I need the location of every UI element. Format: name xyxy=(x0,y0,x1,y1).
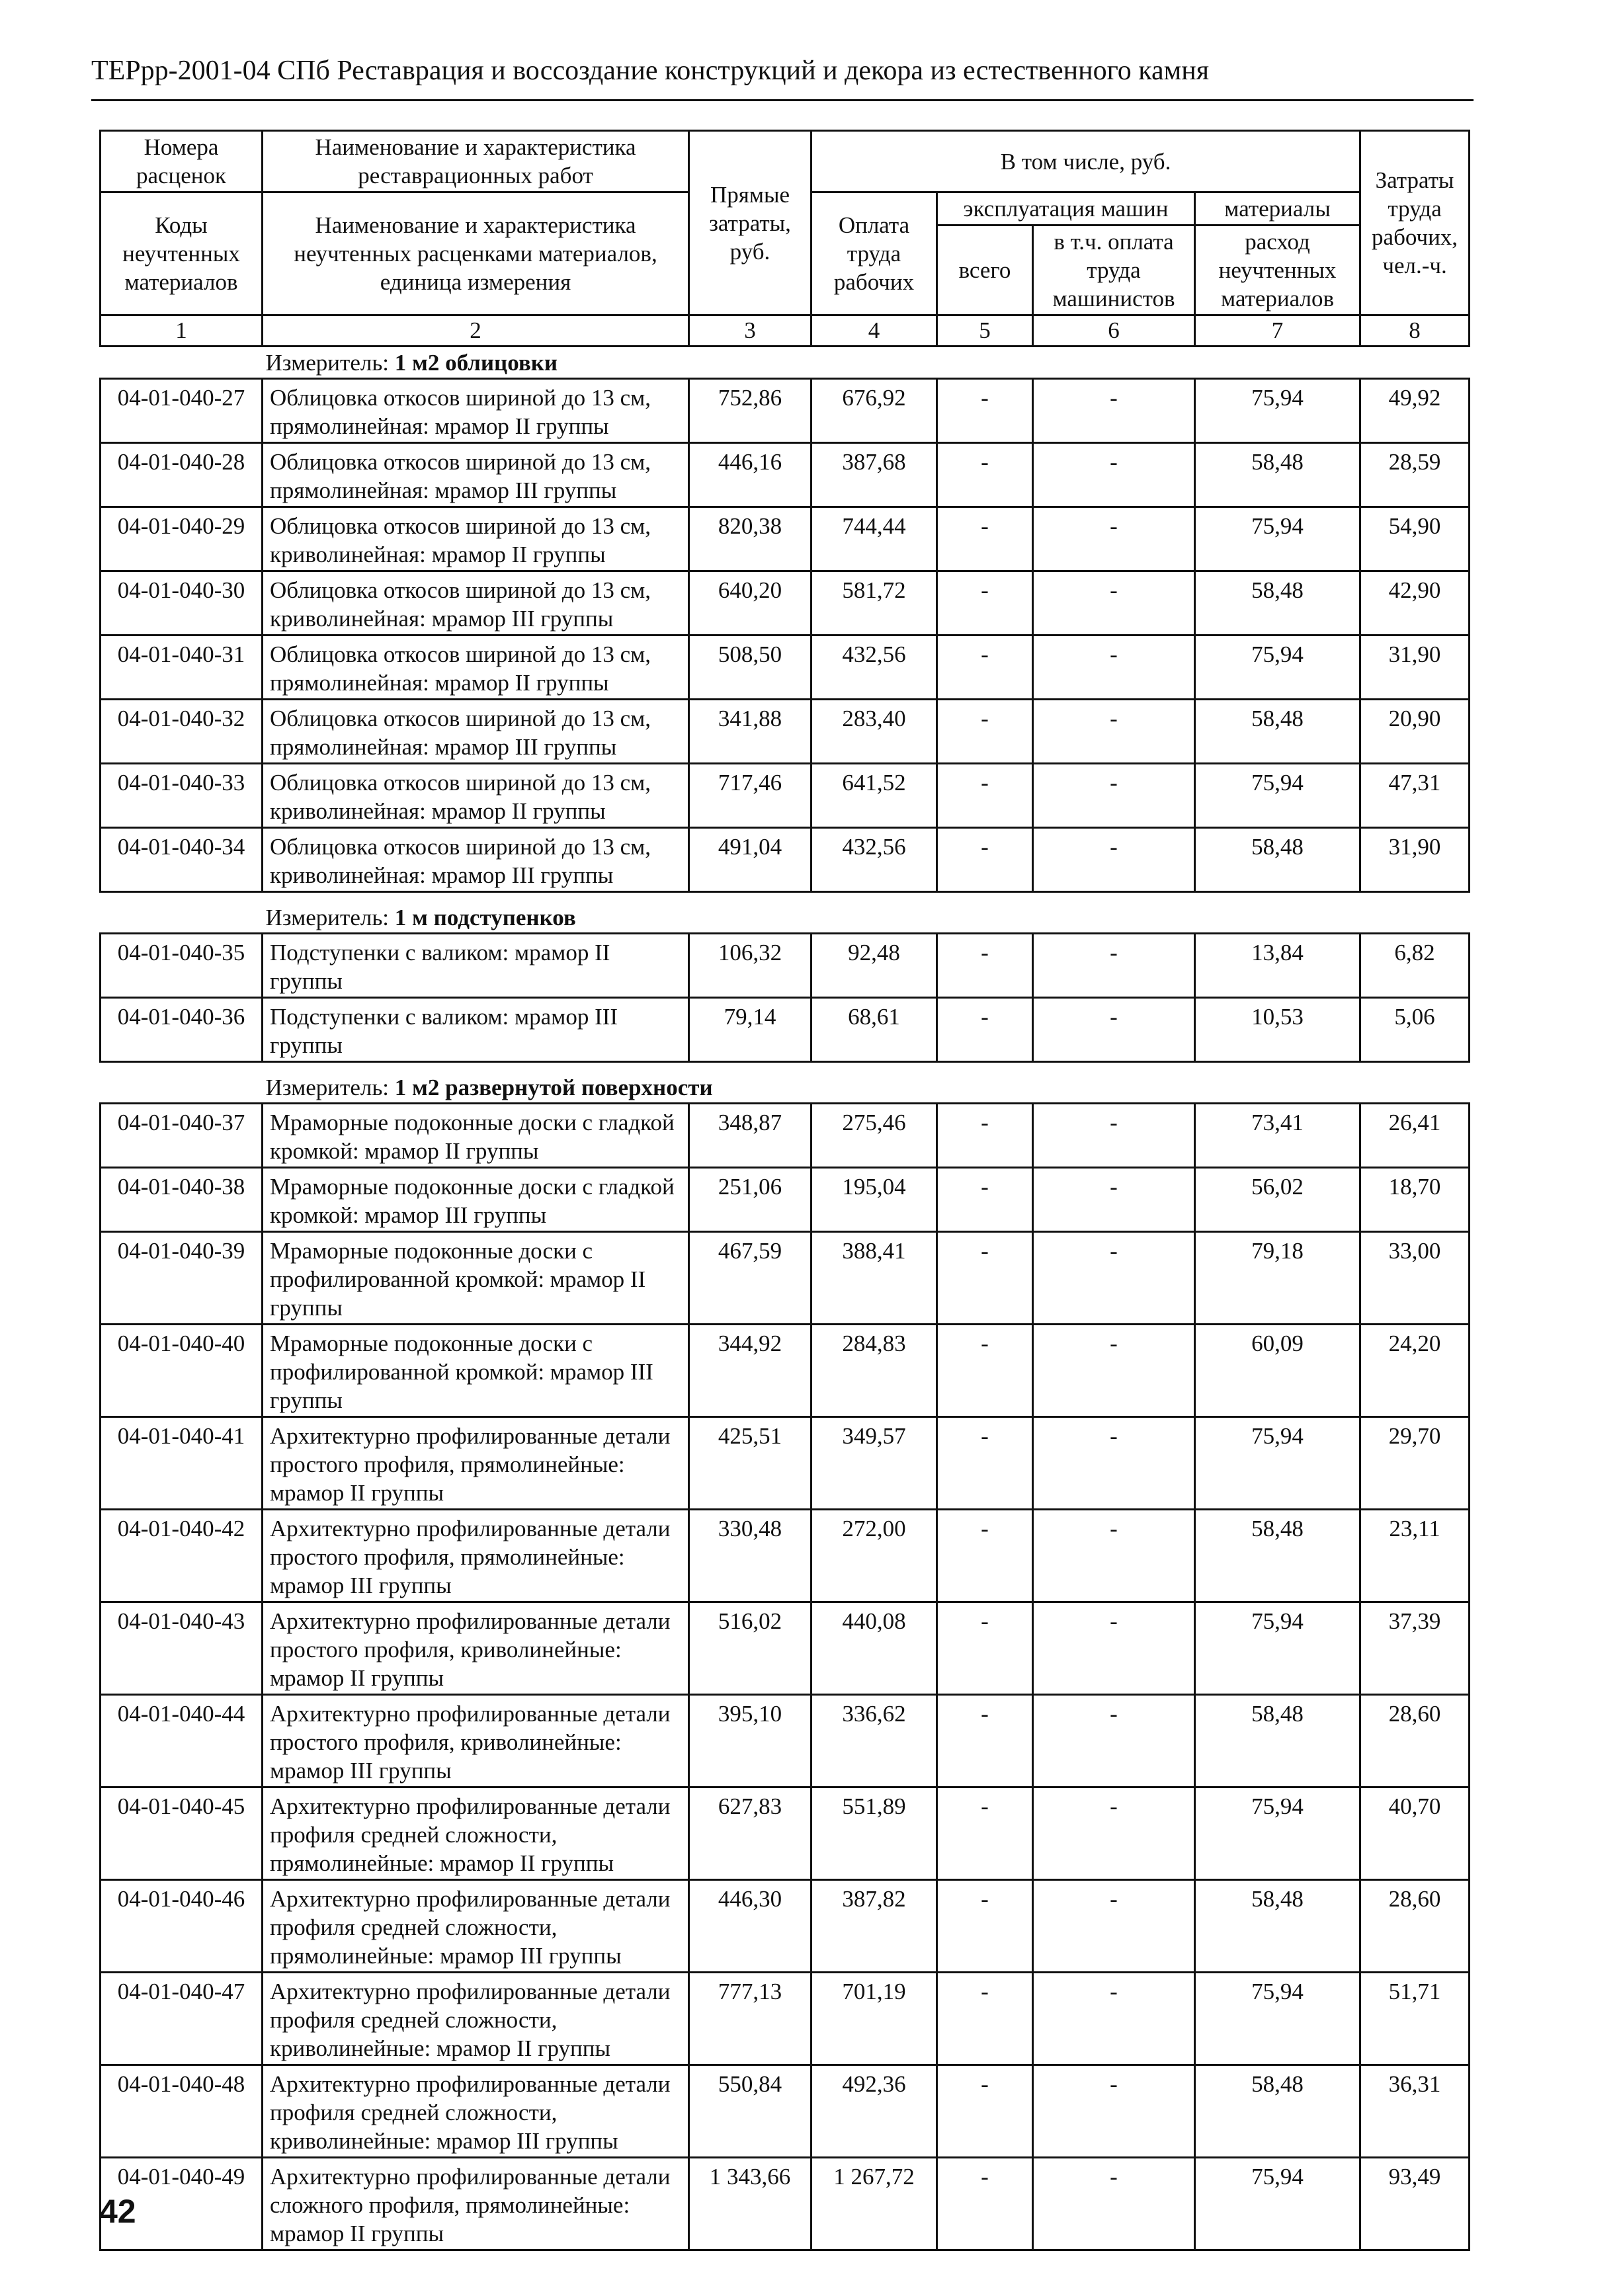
materials-cost: 73,41 xyxy=(1195,1104,1360,1168)
column-number: 7 xyxy=(1195,315,1360,347)
materials-cost: 58,48 xyxy=(1195,700,1360,764)
rate-code: 04-01-040-45 xyxy=(101,1787,263,1880)
machines-labor-pay: - xyxy=(1033,934,1195,998)
labor-pay: 68,61 xyxy=(811,998,937,1062)
direct-costs: 1 343,66 xyxy=(689,2158,811,2250)
machines-labor-pay: - xyxy=(1033,443,1195,507)
machines-total: - xyxy=(937,571,1033,636)
labor-pay: 641,52 xyxy=(811,764,937,828)
group-gap-cell xyxy=(101,1062,1470,1073)
table-row xyxy=(101,571,1470,636)
meter-prefix: Измеритель: xyxy=(265,1075,395,1100)
table-row xyxy=(101,1973,1470,2065)
header-code-bottom: Коды неучтенных материалов xyxy=(101,192,263,315)
table-row xyxy=(101,764,1470,828)
rates-table xyxy=(99,130,1470,2251)
labor-pay: 492,36 xyxy=(811,2065,937,2158)
labor-pay: 283,40 xyxy=(811,700,937,764)
work-description: Архитектурно профилированные детали профиля средней сложности, прямолинейные: мрамор II группы xyxy=(263,1787,689,1880)
labor-hours: 40,70 xyxy=(1360,1787,1470,1880)
labor-hours: 31,90 xyxy=(1360,828,1470,892)
direct-costs: 516,02 xyxy=(689,1602,811,1695)
labor-pay: 432,56 xyxy=(811,636,937,700)
labor-hours: 28,60 xyxy=(1360,1880,1470,1973)
machines-total: - xyxy=(937,1880,1033,1973)
machines-labor-pay: - xyxy=(1033,2158,1195,2250)
rate-code: 04-01-040-43 xyxy=(101,1602,263,1695)
rates-table-container xyxy=(99,130,1468,2251)
header-labor-pay: Оплата труда рабочих xyxy=(811,192,937,315)
table-row xyxy=(101,507,1470,571)
rate-code: 04-01-040-37 xyxy=(101,1104,263,1168)
labor-hours: 24,20 xyxy=(1360,1325,1470,1417)
labor-hours: 18,70 xyxy=(1360,1168,1470,1232)
materials-cost: 75,94 xyxy=(1195,2158,1360,2250)
header-direct-costs: Прямые затраты, руб. xyxy=(689,131,811,315)
work-description: Архитектурно профилированные детали простого профиля, криволинейные: мрамор II группы xyxy=(263,1602,689,1695)
machines-labor-pay: - xyxy=(1033,1695,1195,1787)
rate-code: 04-01-040-39 xyxy=(101,1232,263,1325)
materials-cost: 58,48 xyxy=(1195,571,1360,636)
materials-cost: 79,18 xyxy=(1195,1232,1360,1325)
column-number: 5 xyxy=(937,315,1033,347)
machines-total: - xyxy=(937,700,1033,764)
labor-pay: 440,08 xyxy=(811,1602,937,1695)
header-materials-unaccounted: расход неучтенных материалов xyxy=(1195,226,1360,315)
meter-prefix: Измеритель: xyxy=(265,905,395,930)
group-gap xyxy=(101,1062,1470,1073)
direct-costs: 491,04 xyxy=(689,828,811,892)
column-number: 3 xyxy=(689,315,811,347)
group-gap xyxy=(101,892,1470,903)
materials-cost: 75,94 xyxy=(1195,1973,1360,2065)
meter-label xyxy=(101,1072,1470,1104)
machines-total: - xyxy=(937,2158,1033,2250)
direct-costs: 344,92 xyxy=(689,1325,811,1417)
machines-total: - xyxy=(937,934,1033,998)
work-description: Подступенки с валиком: мрамор III группы xyxy=(263,998,689,1062)
machines-total: - xyxy=(937,828,1033,892)
meter-unit: 1 м2 облицовки xyxy=(394,350,558,376)
machines-labor-pay: - xyxy=(1033,1787,1195,1880)
work-description: Архитектурно профилированные детали профиля средней сложности, криволинейные: мрамор II группы xyxy=(263,1973,689,2065)
rate-code: 04-01-040-46 xyxy=(101,1880,263,1973)
table-row xyxy=(101,636,1470,700)
table-row xyxy=(101,1602,1470,1695)
work-description: Мраморные подоконные доски с профилированной кромкой: мрамор III группы xyxy=(263,1325,689,1417)
labor-pay: 387,68 xyxy=(811,443,937,507)
meter-row xyxy=(101,347,1470,379)
rate-code: 04-01-040-27 xyxy=(101,379,263,443)
machines-labor-pay: - xyxy=(1033,700,1195,764)
materials-cost: 58,48 xyxy=(1195,443,1360,507)
rate-code: 04-01-040-42 xyxy=(101,1510,263,1602)
materials-cost: 60,09 xyxy=(1195,1325,1360,1417)
machines-total: - xyxy=(937,1325,1033,1417)
machines-total: - xyxy=(937,2065,1033,2158)
materials-cost: 56,02 xyxy=(1195,1168,1360,1232)
header-code-top: Номера расценок xyxy=(101,131,263,192)
materials-cost: 58,48 xyxy=(1195,1510,1360,1602)
work-description: Мраморные подоконные доски с гладкой кромкой: мрамор II группы xyxy=(263,1104,689,1168)
machines-labor-pay: - xyxy=(1033,1104,1195,1168)
rate-code: 04-01-040-35 xyxy=(101,934,263,998)
materials-cost: 58,48 xyxy=(1195,828,1360,892)
header-name-top: Наименование и характеристика реставрационных работ xyxy=(263,131,689,192)
work-description: Облицовка откосов шириной до 13 см, криволинейная: мрамор III группы xyxy=(263,571,689,636)
rate-code: 04-01-040-34 xyxy=(101,828,263,892)
machines-labor-pay: - xyxy=(1033,2065,1195,2158)
direct-costs: 777,13 xyxy=(689,1973,811,2065)
rate-code: 04-01-040-28 xyxy=(101,443,263,507)
materials-cost: 58,48 xyxy=(1195,2065,1360,2158)
labor-pay: 336,62 xyxy=(811,1695,937,1787)
machines-labor-pay: - xyxy=(1033,1232,1195,1325)
meter-label xyxy=(101,347,1470,379)
direct-costs: 752,86 xyxy=(689,379,811,443)
machines-labor-pay: - xyxy=(1033,764,1195,828)
labor-pay: 195,04 xyxy=(811,1168,937,1232)
labor-hours: 31,90 xyxy=(1360,636,1470,700)
column-number: 6 xyxy=(1033,315,1195,347)
work-description: Архитектурно профилированные детали сложного профиля, прямолинейные: мрамор II группы xyxy=(263,2158,689,2250)
labor-pay: 272,00 xyxy=(811,1510,937,1602)
machines-labor-pay: - xyxy=(1033,636,1195,700)
work-description: Облицовка откосов шириной до 13 см, прямолинейная: мрамор III группы xyxy=(263,443,689,507)
work-description: Подступенки с валиком: мрамор II группы xyxy=(263,934,689,998)
table-row xyxy=(101,1695,1470,1787)
page-title: ТЕРрр-2001-04 СПб Реставрация и воссоздание конструкций и декора из естественного камня xyxy=(91,56,1210,86)
machines-labor-pay: - xyxy=(1033,1880,1195,1973)
direct-costs: 348,87 xyxy=(689,1104,811,1168)
direct-costs: 425,51 xyxy=(689,1417,811,1510)
work-description: Облицовка откосов шириной до 13 см, прямолинейная: мрамор III группы xyxy=(263,700,689,764)
labor-pay: 388,41 xyxy=(811,1232,937,1325)
header-machines-total: всего xyxy=(937,226,1033,315)
table-row xyxy=(101,1880,1470,1973)
direct-costs: 341,88 xyxy=(689,700,811,764)
labor-hours: 28,60 xyxy=(1360,1695,1470,1787)
work-description: Облицовка откосов шириной до 13 см, криволинейная: мрамор II группы xyxy=(263,764,689,828)
labor-hours: 54,90 xyxy=(1360,507,1470,571)
rate-code: 04-01-040-33 xyxy=(101,764,263,828)
machines-total: - xyxy=(937,1510,1033,1602)
rate-code: 04-01-040-41 xyxy=(101,1417,263,1510)
header-machines: эксплуатация машин xyxy=(937,192,1195,226)
materials-cost: 75,94 xyxy=(1195,1417,1360,1510)
machines-total: - xyxy=(937,636,1033,700)
labor-pay: 1 267,72 xyxy=(811,2158,937,2250)
labor-hours: 33,00 xyxy=(1360,1232,1470,1325)
direct-costs: 550,84 xyxy=(689,2065,811,2158)
labor-hours: 29,70 xyxy=(1360,1417,1470,1510)
materials-cost: 13,84 xyxy=(1195,934,1360,998)
work-description: Архитектурно профилированные детали профиля средней сложности, прямолинейные: мрамор III группы xyxy=(263,1880,689,1973)
labor-pay: 701,19 xyxy=(811,1973,937,2065)
machines-total: - xyxy=(937,1602,1033,1695)
direct-costs: 446,16 xyxy=(689,443,811,507)
machines-total: - xyxy=(937,443,1033,507)
labor-pay: 349,57 xyxy=(811,1417,937,1510)
column-number: 4 xyxy=(811,315,937,347)
materials-cost: 58,48 xyxy=(1195,1880,1360,1973)
materials-cost: 75,94 xyxy=(1195,1787,1360,1880)
materials-cost: 75,94 xyxy=(1195,379,1360,443)
machines-labor-pay: - xyxy=(1033,1417,1195,1510)
machines-labor-pay: - xyxy=(1033,507,1195,571)
meter-unit: 1 м2 развернутой поверхности xyxy=(394,1075,713,1100)
machines-labor-pay: - xyxy=(1033,379,1195,443)
rate-code: 04-01-040-32 xyxy=(101,700,263,764)
materials-cost: 10,53 xyxy=(1195,998,1360,1062)
machines-total: - xyxy=(937,507,1033,571)
direct-costs: 508,50 xyxy=(689,636,811,700)
direct-costs: 467,59 xyxy=(689,1232,811,1325)
labor-hours: 93,49 xyxy=(1360,2158,1470,2250)
column-number: 2 xyxy=(263,315,689,347)
labor-pay: 551,89 xyxy=(811,1787,937,1880)
meter-unit: 1 м подступенков xyxy=(394,905,576,930)
header-machines-labor: в т.ч. оплата труда машинистов xyxy=(1033,226,1195,315)
labor-pay: 387,82 xyxy=(811,1880,937,1973)
table-row xyxy=(101,1510,1470,1602)
labor-hours: 5,06 xyxy=(1360,998,1470,1062)
labor-pay: 581,72 xyxy=(811,571,937,636)
table-row xyxy=(101,1168,1470,1232)
table-body xyxy=(101,347,1470,2250)
work-description: Архитектурно профилированные детали профиля средней сложности, криволинейные: мрамор III группы xyxy=(263,2065,689,2158)
meter-label xyxy=(101,902,1470,934)
rate-code: 04-01-040-29 xyxy=(101,507,263,571)
labor-pay: 275,46 xyxy=(811,1104,937,1168)
meter-row xyxy=(101,1072,1470,1104)
table-row xyxy=(101,998,1470,1062)
labor-pay: 744,44 xyxy=(811,507,937,571)
rate-code: 04-01-040-48 xyxy=(101,2065,263,2158)
rate-code: 04-01-040-30 xyxy=(101,571,263,636)
table-row xyxy=(101,700,1470,764)
machines-labor-pay: - xyxy=(1033,1510,1195,1602)
title-rule xyxy=(91,99,1474,101)
labor-pay: 92,48 xyxy=(811,934,937,998)
materials-cost: 75,94 xyxy=(1195,636,1360,700)
direct-costs: 106,32 xyxy=(689,934,811,998)
labor-hours: 26,41 xyxy=(1360,1104,1470,1168)
labor-pay: 432,56 xyxy=(811,828,937,892)
machines-total: - xyxy=(937,1417,1033,1510)
materials-cost: 75,94 xyxy=(1195,1602,1360,1695)
work-description: Облицовка откосов шириной до 13 см, криволинейная: мрамор III группы xyxy=(263,828,689,892)
column-number: 1 xyxy=(101,315,263,347)
header-name-bottom: Наименование и характеристика неучтенных расценками материалов, единица измерения xyxy=(263,192,689,315)
machines-total: - xyxy=(937,1168,1033,1232)
table-row xyxy=(101,828,1470,892)
labor-hours: 47,31 xyxy=(1360,764,1470,828)
work-description: Облицовка откосов шириной до 13 см, прямолинейная: мрамор II группы xyxy=(263,636,689,700)
rate-code: 04-01-040-47 xyxy=(101,1973,263,2065)
header-materials: материалы xyxy=(1195,192,1360,226)
machines-total: - xyxy=(937,998,1033,1062)
table-row xyxy=(101,379,1470,443)
labor-hours: 42,90 xyxy=(1360,571,1470,636)
labor-hours: 6,82 xyxy=(1360,934,1470,998)
table-row xyxy=(101,1325,1470,1417)
labor-hours: 49,92 xyxy=(1360,379,1470,443)
direct-costs: 627,83 xyxy=(689,1787,811,1880)
table-row xyxy=(101,2065,1470,2158)
machines-labor-pay: - xyxy=(1033,998,1195,1062)
work-description: Архитектурно профилированные детали простого профиля, прямолинейные: мрамор II группы xyxy=(263,1417,689,1510)
column-numbers-row xyxy=(101,315,1470,347)
work-description: Архитектурно профилированные детали простого профиля, криволинейные: мрамор III группы xyxy=(263,1695,689,1787)
direct-costs: 251,06 xyxy=(689,1168,811,1232)
rate-code: 04-01-040-40 xyxy=(101,1325,263,1417)
column-number: 8 xyxy=(1360,315,1470,347)
direct-costs: 330,48 xyxy=(689,1510,811,1602)
machines-total: - xyxy=(937,1232,1033,1325)
table-row xyxy=(101,1104,1470,1168)
machines-total: - xyxy=(937,764,1033,828)
group-gap-cell xyxy=(101,892,1470,903)
table-row xyxy=(101,1232,1470,1325)
work-description: Архитектурно профилированные детали простого профиля, прямолинейные: мрамор III группы xyxy=(263,1510,689,1602)
machines-labor-pay: - xyxy=(1033,1168,1195,1232)
rate-code: 04-01-040-36 xyxy=(101,998,263,1062)
machines-labor-pay: - xyxy=(1033,828,1195,892)
meter-row xyxy=(101,902,1470,934)
table-header xyxy=(101,131,1470,347)
machines-total: - xyxy=(937,1695,1033,1787)
labor-pay: 676,92 xyxy=(811,379,937,443)
table-row xyxy=(101,934,1470,998)
labor-hours: 51,71 xyxy=(1360,1973,1470,2065)
page-number: 42 xyxy=(99,2193,136,2230)
direct-costs: 717,46 xyxy=(689,764,811,828)
rate-code: 04-01-040-49 xyxy=(101,2158,263,2250)
meter-prefix: Измеритель: xyxy=(265,350,395,376)
work-description: Облицовка откосов шириной до 13 см, прямолинейная: мрамор II группы xyxy=(263,379,689,443)
work-description: Облицовка откосов шириной до 13 см, криволинейная: мрамор II группы xyxy=(263,507,689,571)
direct-costs: 640,20 xyxy=(689,571,811,636)
labor-hours: 28,59 xyxy=(1360,443,1470,507)
materials-cost: 75,94 xyxy=(1195,764,1360,828)
work-description: Мраморные подоконные доски с гладкой кромкой: мрамор III группы xyxy=(263,1168,689,1232)
machines-labor-pay: - xyxy=(1033,1325,1195,1417)
header-labor-cost: Затраты труда рабочих, чел.-ч. xyxy=(1360,131,1470,315)
machines-total: - xyxy=(937,379,1033,443)
direct-costs: 820,38 xyxy=(689,507,811,571)
direct-costs: 395,10 xyxy=(689,1695,811,1787)
machines-total: - xyxy=(937,1973,1033,2065)
direct-costs: 446,30 xyxy=(689,1880,811,1973)
labor-hours: 36,31 xyxy=(1360,2065,1470,2158)
table-row xyxy=(101,1787,1470,1880)
table-row xyxy=(101,2158,1470,2250)
rate-code: 04-01-040-44 xyxy=(101,1695,263,1787)
rate-code: 04-01-040-31 xyxy=(101,636,263,700)
materials-cost: 75,94 xyxy=(1195,507,1360,571)
machines-total: - xyxy=(937,1787,1033,1880)
machines-labor-pay: - xyxy=(1033,571,1195,636)
labor-hours: 20,90 xyxy=(1360,700,1470,764)
machines-labor-pay: - xyxy=(1033,1602,1195,1695)
header-including: В том числе, руб. xyxy=(811,131,1360,192)
labor-hours: 23,11 xyxy=(1360,1510,1470,1602)
machines-total: - xyxy=(937,1104,1033,1168)
table-row xyxy=(101,443,1470,507)
labor-hours: 37,39 xyxy=(1360,1602,1470,1695)
materials-cost: 58,48 xyxy=(1195,1695,1360,1787)
machines-labor-pay: - xyxy=(1033,1973,1195,2065)
table-row xyxy=(101,1417,1470,1510)
labor-pay: 284,83 xyxy=(811,1325,937,1417)
work-description: Мраморные подоконные доски с профилированной кромкой: мрамор II группы xyxy=(263,1232,689,1325)
rate-code: 04-01-040-38 xyxy=(101,1168,263,1232)
direct-costs: 79,14 xyxy=(689,998,811,1062)
